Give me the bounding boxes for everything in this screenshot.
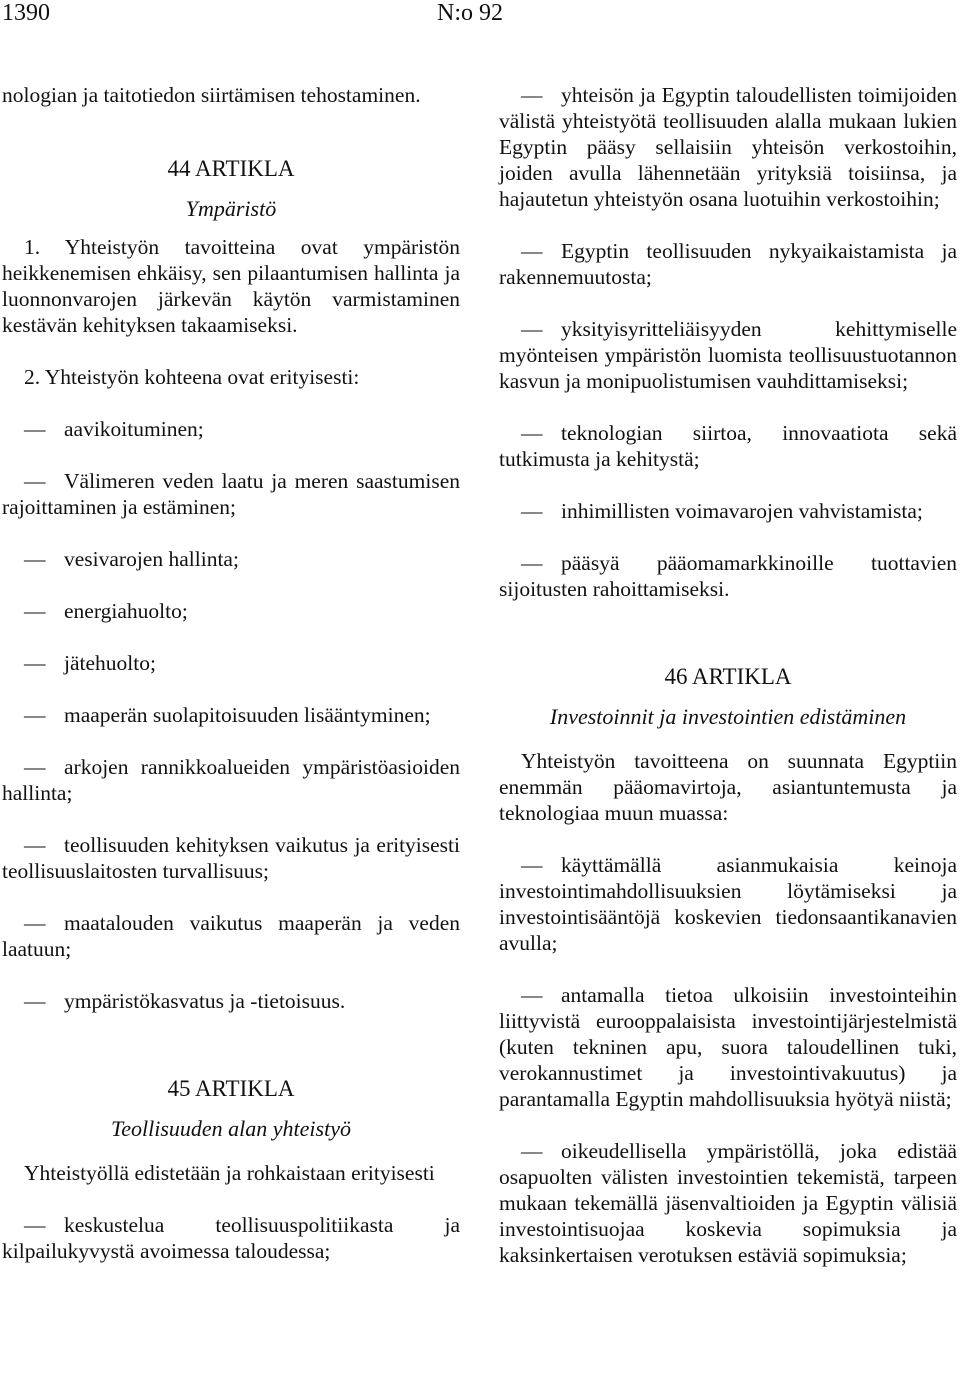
dash-marker: — <box>24 417 46 441</box>
list-item: — oikeudellisella ympäristöllä, joka edistää osapuolten välisten investointien tekemistä, tarpeen mukaan tekemällä jäsenvaltioiden ja Egyptin välisiä investointisuojaa koskevia sopimuksia ja kaksinkertaisen verotuksen estäviä sopimuksia; <box>499 1139 957 1267</box>
list-item: — teknologian siirtoa, innovaatiota sekä tutkimusta ja kehitystä; <box>499 421 957 471</box>
article-45-title: Teollisuuden alan yhteistyö <box>111 1116 351 1141</box>
article-44-paragraph-1: 1. Yhteistyön tavoitteina ovat ympäristön heikkenemisen ehkäisy, sen pilaantumisen hallinta ja luonnonvarojen järkevän käytön varmistaminen kestävän kehityksen takaamiseksi. <box>2 235 460 337</box>
article-44-paragraph-2: 2. Yhteistyön kohteena ovat erityisesti: <box>24 365 360 389</box>
list-item: — keskustelua teollisuuspolitiikasta ja kilpailukyvystä avoimessa taloudessa; <box>2 1213 460 1263</box>
dash-marker: — <box>521 239 543 263</box>
dash-marker: — <box>24 755 46 779</box>
list-item: — energiahuolto; <box>24 599 188 623</box>
article-44-heading: 44 ARTIKLA <box>167 156 295 181</box>
dash-marker: — <box>24 989 46 1013</box>
list-item: — käyttämällä asianmukaisia keinoja investointimahdollisuuksien löytämiseksi ja investointisääntöjä koskevien tiedonsaantikanavien avulla; <box>499 853 957 955</box>
continuation-text: nologian ja taitotiedon siirtämisen tehostaminen. <box>2 83 421 107</box>
issue-number: N:o 92 <box>437 0 503 26</box>
dash-marker: — <box>521 551 543 575</box>
article-46-heading: 46 ARTIKLA <box>664 664 792 689</box>
dash-marker: — <box>24 833 46 857</box>
list-item: — jätehuolto; <box>24 651 156 675</box>
left-column <box>2 82 460 1264</box>
list-item: — antamalla tietoa ulkoisiin investointeihin liittyvistä eurooppalaisista investointijärjestelmistä (kuten tekninen apu, suora taloudellinen tuki, verokannustimet ja investointivakuutus) ja parantamalla Egyptin mahdollisuuksia hyötyä niistä; <box>499 983 957 1111</box>
list-item: — vesivarojen hallinta; <box>24 547 239 571</box>
dash-marker: — <box>24 547 46 571</box>
dash-marker: — <box>521 983 543 1007</box>
list-item: — pääsyä pääomamarkkinoille tuottavien sijoitusten rahoittamiseksi. <box>499 551 957 601</box>
dash-marker: — <box>521 317 543 341</box>
dash-marker: — <box>521 421 543 445</box>
dash-marker: — <box>24 1213 46 1237</box>
dash-marker: — <box>24 599 46 623</box>
article-46-intro: Yhteistyön tavoitteena on suunnata Egyptiin enemmän pääomavirtoja, asiantuntemusta ja teknologiaa muun muassa: <box>499 749 957 825</box>
page-number: 1390 <box>2 0 50 26</box>
dash-marker: — <box>521 499 543 523</box>
list-item: — teollisuuden kehityksen vaikutus ja erityisesti teollisuuslaitosten turvallisuus; <box>2 833 460 883</box>
article-45-heading: 45 ARTIKLA <box>167 1076 295 1101</box>
dash-marker: — <box>24 911 46 935</box>
list-item: — maaperän suolapitoisuuden lisääntyminen; <box>24 703 431 727</box>
list-item: — Välimeren veden laatu ja meren saastumisen rajoittaminen ja estäminen; <box>2 469 460 519</box>
dash-marker: — <box>521 1139 543 1163</box>
page-header <box>0 0 960 30</box>
article-46-title: Investoinnit ja investointien edistäminen <box>549 704 907 729</box>
list-item: — maatalouden vaikutus maaperän ja veden laatuun; <box>2 911 460 961</box>
article-45-intro: Yhteistyöllä edistetään ja rohkaistaan erityisesti <box>24 1161 435 1185</box>
right-column <box>499 82 957 1268</box>
list-item: — Egyptin teollisuuden nykyaikaistamista ja rakennemuutosta; <box>499 239 957 289</box>
list-item: — aavikoituminen; <box>24 417 204 441</box>
dash-marker: — <box>521 83 543 107</box>
list-item: — yhteisön ja Egyptin taloudellisten toimijoiden välistä yhteistyötä teollisuuden alalla mukaan lukien Egyptin pääsy sellaisiin yhteisön verkostoihin, joiden avulla lähennetään yrityksiä toisiinsa, ja hajautetun yhteistyön osana luotuihin verkostoihin; <box>499 83 957 211</box>
list-item: — inhimillisten voimavarojen vahvistamista; <box>521 499 923 523</box>
list-item: — yksityisyritteliäisyyden kehittymiselle myönteisen ympäristön luomista teollisuustuotannon kasvun ja monipuolistumisen vauhdittamiseksi; <box>499 317 957 393</box>
dash-marker: — <box>521 853 543 877</box>
dash-marker: — <box>24 469 46 493</box>
article-44-title: Ympäristö <box>185 196 277 221</box>
list-item: — arkojen rannikkoalueiden ympäristöasioiden hallinta; <box>2 755 460 805</box>
dash-marker: — <box>24 651 46 675</box>
list-item: — ympäristökasvatus ja -tietoisuus. <box>24 989 346 1013</box>
dash-marker: — <box>24 703 46 727</box>
